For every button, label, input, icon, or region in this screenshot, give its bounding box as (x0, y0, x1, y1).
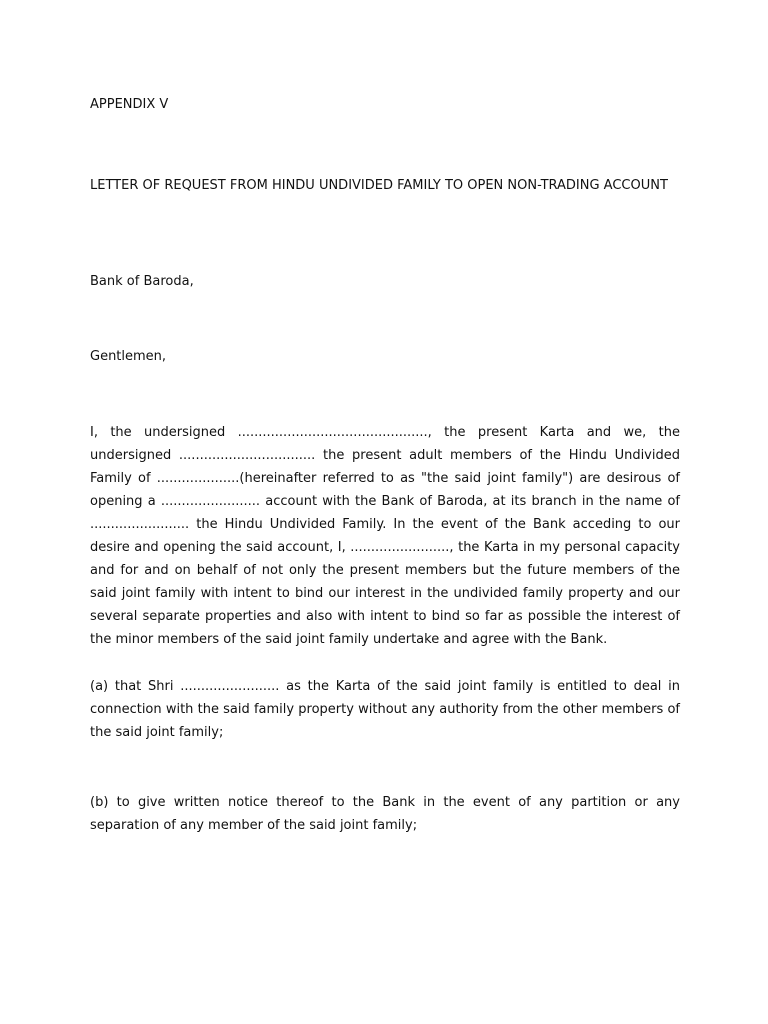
salutation: Gentlemen, (90, 349, 167, 364)
letter-title: LETTER OF REQUEST FROM HINDU UNDIVIDED FAMILY TO OPEN NON-TRADING ACCOUNT (90, 178, 668, 193)
addressee: Bank of Baroda, (90, 274, 194, 289)
clause-b: (b) to give written notice thereof to the Bank in the event of any partition or any separation of any member of the said joint family; (90, 795, 680, 833)
body-paragraph-main: I, the undersigned .............................................., the present Karta and we, the undersigned ................................. the present adult members of the Hindu Undivided Family of ....................(hereinafter referred to as "the said joint family") are desirous of opening a ........................ account with the Bank of Baroda, at its branch in the name of ........................ the Hindu Undivided Family. In the event of the Bank acceding to our desire and opening the said account, I, ........................, the Karta in my personal capacity and for and on behalf of not only the present members but the future members of the said joint family with intent to bind our interest in the undivided family property and our several separate properties and also with intent to bind so far as possible the interest of the minor members of the said joint family undertake and agree with the Bank. (90, 425, 680, 647)
clause-a: (a) that Shri ........................ as the Karta of the said joint family is entitled to deal in connection with the said family property without any authority from the other members of the said joint family; (90, 679, 680, 740)
appendix-heading: APPENDIX V (90, 97, 169, 112)
